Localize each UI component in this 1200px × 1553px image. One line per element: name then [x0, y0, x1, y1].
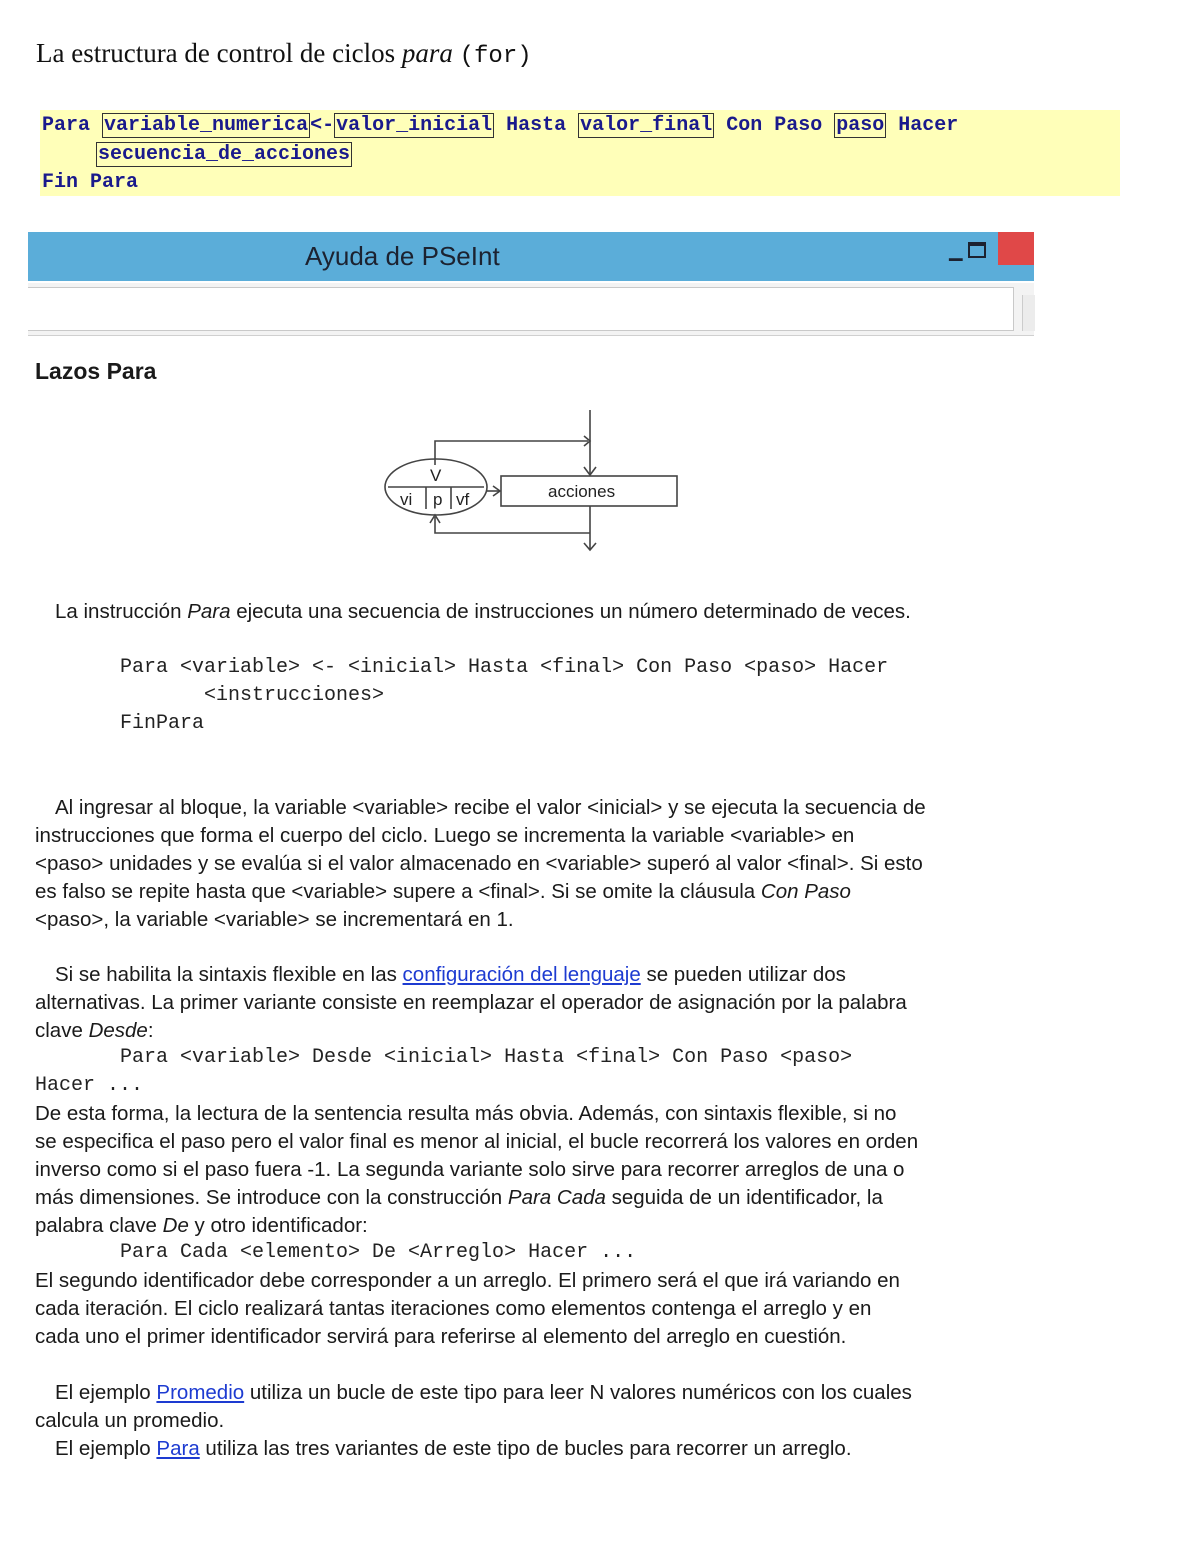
- link-para[interactable]: Para: [156, 1437, 200, 1460]
- title-italic: para: [401, 38, 453, 68]
- flow-line-loop-back: [435, 517, 590, 533]
- p5-line-3: cada uno el primer identificador servirá para referirse al elemento del arreglo en cuestión.: [35, 1325, 847, 1348]
- slot-body: secuencia_de_acciones: [98, 143, 351, 166]
- p4-line-1: De esta forma, la lectura de la sentencia resulta más obvia. Además, con sintaxis flexible, si no: [35, 1102, 897, 1125]
- p3-line-3-text: clave: [35, 1019, 89, 1042]
- code-desde-line-1: Para <variable> Desde <inicial> Hasta <final> Con Paso <paso>: [120, 1046, 853, 1069]
- p6-line-1-tail: utiliza un bucle de este tipo para leer N valores numéricos con los cuales: [244, 1381, 912, 1404]
- p2-line-4: [35, 878, 1035, 906]
- diagram-label-p: p: [433, 490, 443, 509]
- title-text: La estructura de control de ciclos: [36, 38, 402, 68]
- slot-paso: paso: [836, 114, 885, 137]
- p3-line-3-tail: :: [147, 1019, 154, 1042]
- syntax-line-3: [42, 171, 138, 194]
- paragraph-flexible: [35, 961, 1035, 1045]
- p4-line-5: [35, 1212, 1035, 1240]
- diagram-label-vf: vf: [456, 490, 470, 509]
- code-para-cada: Para Cada <elemento> De <Arreglo> Hacer ...: [120, 1241, 637, 1264]
- p6-line-2: calcula un promedio.: [35, 1409, 225, 1432]
- code-line-3: FinPara: [120, 712, 205, 735]
- p3-line-1-tail: se pueden utilizar dos: [640, 963, 846, 986]
- diagram-label-v: V: [430, 466, 442, 485]
- p4-line-5-text: palabra clave: [35, 1214, 163, 1237]
- p4-line-4: [35, 1184, 1035, 1212]
- slot-initial: valor_inicial: [336, 114, 493, 137]
- code-desde-line-2: Hacer ...: [35, 1074, 144, 1097]
- p2-line-4-text: es falso se repite hasta que <variable> supere a <final>. Si se omite la cláusula: [35, 880, 761, 903]
- kw-hacer: Hacer: [898, 114, 959, 137]
- p6-line-1-text: El ejemplo: [55, 1381, 157, 1404]
- diagram-label-vi: vi: [400, 490, 413, 509]
- code-line-2: <instrucciones>: [204, 684, 385, 707]
- p7-text: El ejemplo: [55, 1437, 157, 1460]
- paragraph-segundo: [35, 1267, 1035, 1351]
- p7-tail: utiliza las tres variantes de este tipo de bucles para recorrer un arreglo.: [199, 1437, 852, 1460]
- diagram-label-acciones: acciones: [548, 482, 616, 501]
- paragraph-promedio: [35, 1379, 1035, 1463]
- p7-line: [35, 1435, 1035, 1463]
- intro-italic: Para: [187, 600, 231, 623]
- p4-line-5-tail: y otro identificador:: [188, 1214, 368, 1237]
- p4-line-4-italic: Para Cada: [507, 1186, 606, 1209]
- p3-line-3: [35, 1017, 1035, 1045]
- paragraph-forma: [35, 1100, 1035, 1240]
- p2-line-2: instrucciones que forma el cuerpo del ciclo. Luego se incrementa la variable <variable> en: [35, 824, 855, 847]
- p5-line-2: cada iteración. El ciclo realizará tantas iteraciones como elementos contenga el arreglo y en: [35, 1297, 872, 1320]
- syntax-line-2: [96, 143, 352, 166]
- p4-line-4-tail: seguida de un identificador, la: [605, 1186, 883, 1209]
- p3-line-1: [35, 961, 1035, 989]
- kw-para: Para: [42, 114, 91, 137]
- close-button[interactable]: [998, 232, 1034, 265]
- document-title: [36, 38, 532, 70]
- p4-line-2: se especifica el paso pero el valor final es menor al inicial, el bucle recorrerá los valores en orden: [35, 1130, 919, 1153]
- code-line-1: Para <variable> <- <inicial> Hasta <final> Con Paso <paso> Hacer: [120, 656, 889, 679]
- syntax-box: [40, 110, 1120, 196]
- p2-line-5: <paso>, la variable <variable> se incrementará en 1.: [35, 908, 514, 931]
- link-promedio[interactable]: Promedio: [156, 1381, 245, 1404]
- p2-line-4-italic: Con Paso: [760, 880, 851, 903]
- p3-line-3-italic: Desde: [88, 1019, 148, 1042]
- for-loop-diagram: [380, 405, 690, 555]
- maximize-button[interactable]: [968, 242, 986, 258]
- p6-line-1: [35, 1379, 1035, 1407]
- window-titlebar: [28, 232, 1034, 281]
- kw-hasta: Hasta: [506, 114, 567, 137]
- address-bar-scroll-edge: [1022, 295, 1035, 331]
- address-input[interactable]: [28, 287, 1014, 331]
- p4-line-5-italic: De: [162, 1214, 189, 1237]
- intro-text-1: La instrucción: [55, 600, 188, 623]
- intro-text-2: ejecuta una secuencia de instrucciones un número determinado de veces.: [230, 600, 911, 623]
- kw-fin-para: Fin Para: [42, 171, 139, 194]
- slot-variable: variable_numerica: [104, 114, 309, 137]
- paragraph-bloque: [35, 794, 1035, 934]
- minimize-button[interactable]: –: [948, 242, 964, 273]
- p4-line-4-text: más dimensiones. Se introduce con la construcción: [35, 1186, 508, 1209]
- p2-line-3: <paso> unidades y se evalúa si el valor almacenado en <variable> superó al valor <final>. Si esto: [35, 852, 923, 875]
- link-configuracion-lenguaje[interactable]: configuración del lenguaje: [402, 963, 641, 986]
- p2-line-1: Al ingresar al bloque, la variable <variable> recibe el valor <inicial> y se ejecuta la secuencia de: [55, 796, 926, 819]
- title-mono: (for): [459, 43, 532, 70]
- p3-line-1-text: Si se habilita la sintaxis flexible en las: [55, 963, 403, 986]
- slot-final: valor_final: [580, 114, 713, 137]
- syntax-line-1: [42, 114, 958, 137]
- window-title: Ayuda de PSeInt: [305, 241, 500, 271]
- intro-paragraph: [55, 598, 911, 626]
- assign-op: <-: [310, 114, 335, 137]
- section-title: Lazos Para: [35, 358, 157, 384]
- p4-line-3: inverso como si el paso fuera -1. La segunda variante solo sirve para recorrer arreglos de una o: [35, 1158, 905, 1181]
- p5-line-1: El segundo identificador debe corresponder a un arreglo. El primero será el que irá variando en: [35, 1269, 900, 1292]
- kw-con-paso: Con Paso: [726, 114, 823, 137]
- p3-line-2: alternativas. La primer variante consiste en reemplazar el operador de asignación por la palabra: [35, 991, 907, 1014]
